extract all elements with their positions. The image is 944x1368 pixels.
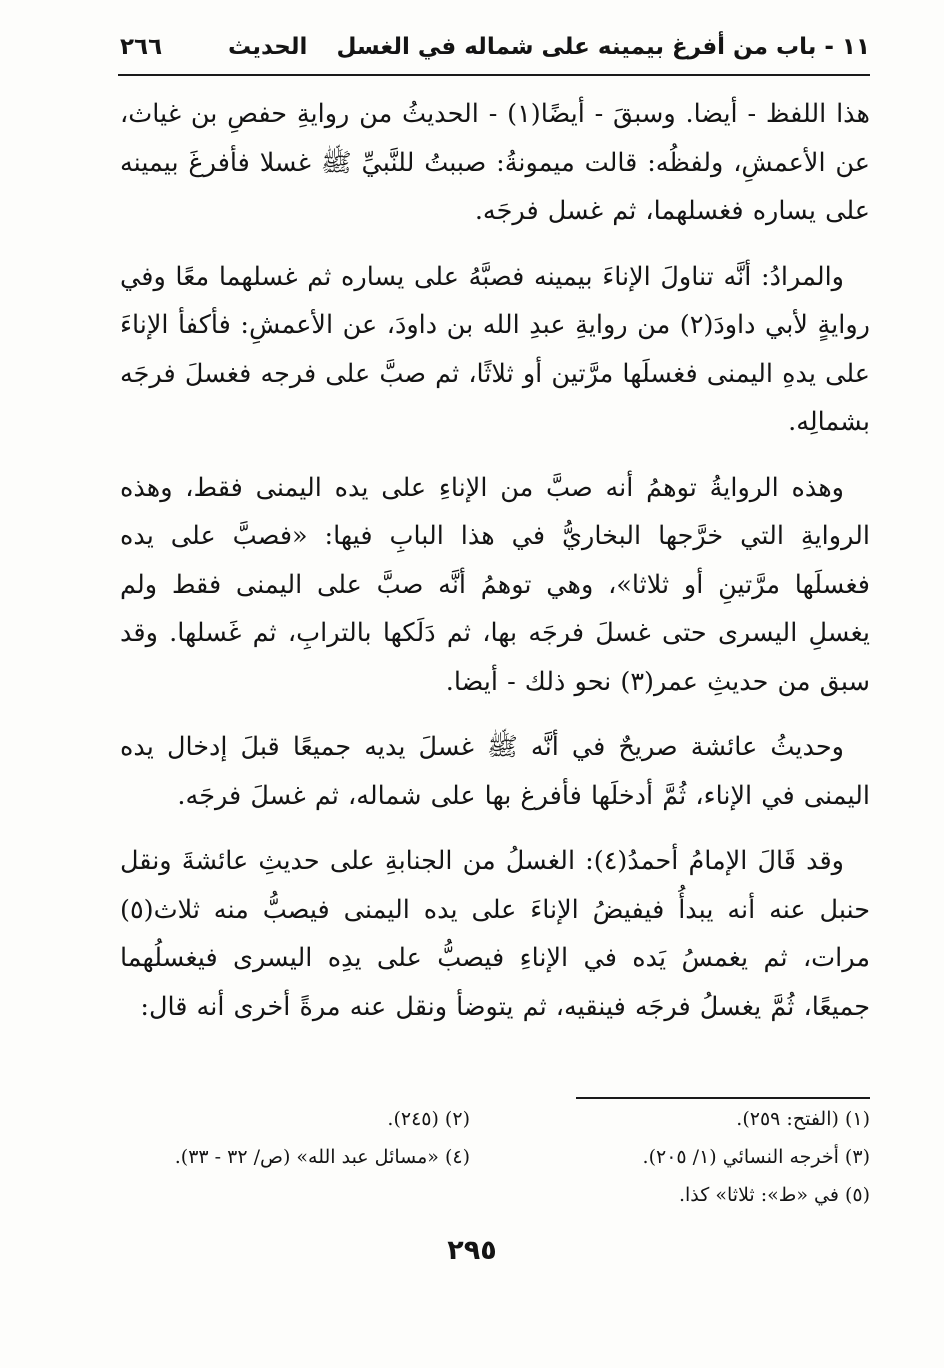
hadith-number: ٢٦٦ (120, 34, 163, 60)
main-text (120, 90, 870, 1048)
footnote-row (120, 1184, 870, 1222)
chapter-title: ١١ - باب من أفرغ بيمينه على شماله في الغسل (336, 34, 870, 60)
footnote-1: (١) (الفتح: ٢٥٩). (736, 1108, 870, 1130)
paragraph-2: والمرادُ: أنَّه تناولَ الإناءَ بيمينه فصبَّهُ على يساره ثم غسلهما معًا وفي روايةٍ لأبي داودَ(٢) من روايةِ عبدِ الله بن داودَ، عن الأعمشِ: فأكفأ الإناءَ على يدهِ اليمنى فغسلَها مرَّتين أو ثلاثًا، ثم صبَّ على فرجه فغسلَ فرجَه بشمالِه. (120, 261, 870, 437)
paragraph-5: وقد قَالَ الإمامُ أحمدُ(٤): الغسلُ من الجنابةِ على حديثِ عائشةَ ونقل حنبل عنه أنه يبدأُ فيفيضُ الإناءَ على يده اليمنى فيصبُّ منه ثلاث(٥) مرات، ثم يغمسُ يَده في الإناءِ فيصبُّ على يدِه اليسرى فيغسلُهما جميعًا، ثُمَّ يغسلُ فرجَه فينقيه، ثم يتوضأ ونقل عنه مرةً أخرى أنه قال: (120, 846, 870, 1022)
footnote-row (120, 1108, 870, 1146)
footnote-4: (٤) «مسائل عبد الله» (ص/ ٣٢ - ٣٣). (174, 1146, 470, 1168)
header-divider (118, 74, 870, 76)
hadith-label: الحديث (228, 34, 308, 60)
footnote-divider (576, 1097, 870, 1099)
footnotes (120, 1108, 870, 1222)
page-number: ٢٩٥ (447, 1235, 497, 1266)
running-header (118, 30, 870, 70)
footnote-2: (٢) (٢٤٥). (387, 1108, 470, 1130)
paragraph-3: وهذه الروايةُ توهمُ أنه صبَّ من الإناءِ على يده اليمنى فقط، وهذه الروايةِ التي خرَّجها البخاريُّ في هذا البابِ فيها: «فصبَّ على يده فغسلَها مرَّتينِ أو ثلاثا»، وهي توهمُ أنَّه صبَّ على اليمنى فقط ولم يغسلِ اليسرى حتى غسلَ فرجَه بها، ثم دَلَكها بالترابِ، ثم غَسلها. وقد سبق من حديثِ عمر(٣) نحو ذلك - أيضا. (120, 472, 870, 697)
footnote-3: (٣) أخرجه النسائي (١/ ٢٠٥). (642, 1146, 870, 1168)
paragraph-4: وحديثُ عائشة صريحٌ في أنَّه ﷺ غسلَ يديه جميعًا قبلَ إدخال يده اليمنى في الإناء، ثُمَّ أدخلَها فأفرغ بها على شماله، ثم غسلَ فرجَه. (120, 732, 870, 811)
footnote-5: (٥) في «ط»: ثلاثا» كذا. (678, 1184, 870, 1206)
footnote-row (120, 1146, 870, 1184)
paragraph-1: هذا اللفظ - أيضا. وسبقَ - أيضًا(١) - الحديثُ من روايةِ حفصِ بن غياث، عن الأعمشِ، ولفظُه: قالت ميمونةُ: صببتُ للنَّبيِّ ﷺ غسلا فأفرغَ بيمينه على يساره فغسلهما، ثم غسل فرجَه. (120, 99, 870, 226)
